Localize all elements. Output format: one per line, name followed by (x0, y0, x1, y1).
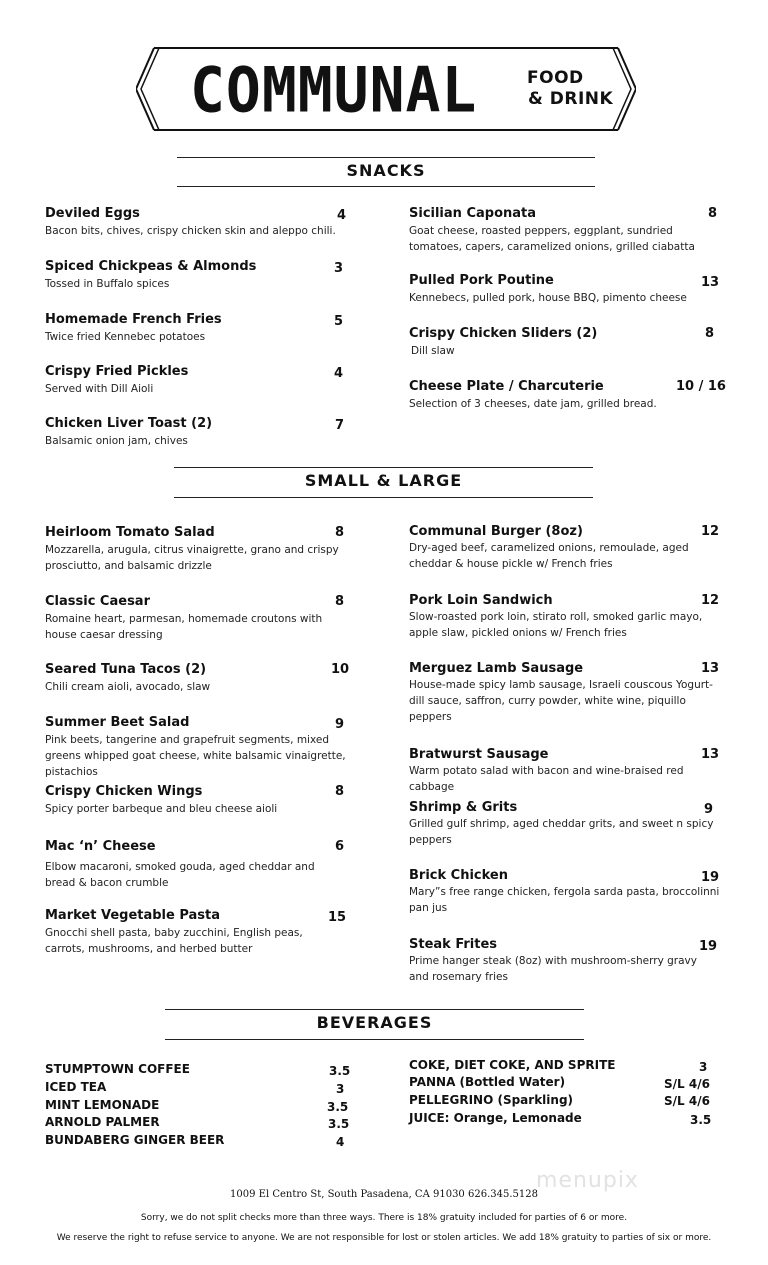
section-divider (174, 467, 593, 468)
item-price: 9 (335, 717, 345, 732)
item-name: Mac ‘n’ Cheese (45, 839, 156, 854)
item-name: Sicilian Caponata (409, 206, 537, 221)
item-price: 8 (705, 326, 715, 341)
item-price: 13 (701, 747, 720, 762)
item-name: Homemade French Fries (45, 312, 222, 327)
item-description: Goat cheese, roasted peppers, eggplant, sundried tomatoes, capers, caramelized onions, grilled ciabatta (409, 225, 695, 253)
item-description: Dry-aged beef, caramelized onions, remoulade, aged cheddar & house pickle w/ French fries (409, 542, 689, 570)
item-price: 10 / 16 (676, 379, 726, 394)
beverage-name: PANNA (Bottled Water) (409, 1075, 566, 1089)
item-price: 8 (708, 206, 718, 221)
item-description: Kennebecs, pulled pork, house BBQ, pimento cheese (409, 292, 687, 304)
item-description: Grilled gulf shrimp, aged cheddar grits, and sweet n spicy peppers (409, 818, 714, 846)
item-name: Crispy Fried Pickles (45, 364, 189, 379)
footer-note-checks: Sorry, we do not split checks more than three ways. There is 18% gratuity included for parties of 6 or more. (140, 1213, 628, 1223)
item-price: 10 (331, 662, 350, 677)
beverage-name: ICED TEA (45, 1080, 107, 1094)
item-description: Prime hanger steak (8oz) with mushroom-sherry gravy and rosemary fries (409, 955, 697, 983)
item-name: Crispy Chicken Wings (45, 784, 203, 799)
item-price: 8 (335, 784, 345, 799)
section-divider (177, 186, 595, 187)
beverage-price: 3.5 (328, 1117, 350, 1131)
item-description: Mary”s free range chicken, fergola sarda pasta, broccolinni pan jus (409, 886, 720, 914)
item-description: Tossed in Buffalo spices (45, 278, 170, 290)
item-name: Shrimp & Grits (409, 800, 518, 815)
beverage-name: MINT LEMONADE (45, 1098, 160, 1112)
item-description: Chili cream aioli, avocado, slaw (45, 681, 211, 693)
item-name: Deviled Eggs (45, 206, 140, 221)
item-price: 3 (334, 261, 344, 276)
beverage-name: ARNOLD PALMER (45, 1115, 160, 1129)
item-description: Mozzarella, arugula, citrus vinaigrette, grano and crispy prosciutto, and balsamic drizzle (45, 544, 339, 572)
item-name: Merguez Lamb Sausage (409, 661, 584, 676)
item-name: Classic Caesar (45, 594, 150, 609)
item-description: Balsamic onion jam, chives (45, 435, 188, 447)
beverage-name: STUMPTOWN COFFEE (45, 1062, 190, 1076)
item-name: Pork Loin Sandwich (409, 593, 553, 608)
item-price: 7 (335, 418, 345, 433)
beverage-price: S/L 4/6 (664, 1094, 710, 1108)
beverage-price: 4 (336, 1135, 345, 1149)
footer-note-policy: We reserve the right to refuse service to anyone. We are not responsible for lost or stolen articles. We add 18% gratuity to parties of six or more. (56, 1233, 712, 1243)
restaurant-name: COMMUNAL (190, 53, 478, 127)
item-price: 12 (701, 524, 720, 539)
item-description: Bacon bits, chives, crispy chicken skin and aleppo chili. (45, 225, 336, 237)
item-price: 4 (334, 366, 344, 381)
beverage-price: 3 (336, 1082, 345, 1096)
logo-sub-drink: & DRINK (528, 89, 614, 109)
section-title-snacks: SNACKS (346, 161, 426, 180)
beverage-price: 3.5 (327, 1100, 349, 1114)
item-price: 13 (701, 275, 720, 290)
item-name: Bratwurst Sausage (409, 747, 549, 762)
item-description: House-made spicy lamb sausage, Israeli couscous Yogurt-dill sauce, saffron, curry powder, white wine, piquillo peppers (409, 679, 713, 723)
section-divider (177, 157, 595, 158)
item-description: Warm potato salad with bacon and wine-braised red cabbage (409, 765, 684, 793)
item-price: 5 (334, 314, 344, 329)
section-title-small-large: SMALL & LARGE (304, 471, 463, 490)
item-name: Spiced Chickpeas & Almonds (45, 259, 257, 274)
item-price: 19 (701, 870, 720, 885)
item-name: Summer Beet Salad (45, 715, 190, 730)
item-name: Cheese Plate / Charcuterie (409, 379, 604, 394)
beverage-name: BUNDABERG GINGER BEER (45, 1133, 225, 1147)
beverage-price: S/L 4/6 (664, 1077, 710, 1091)
item-name: Seared Tuna Tacos (2) (45, 662, 207, 677)
footer-address: 1009 El Centro St, South Pasadena, CA 91030 626.345.5128 (230, 1189, 538, 1200)
beverage-name: COKE, DIET COKE, AND SPRITE (409, 1058, 616, 1072)
item-price: 19 (699, 939, 718, 954)
item-name: Pulled Pork Poutine (409, 273, 554, 288)
item-price: 8 (335, 525, 345, 540)
item-name: Crispy Chicken Sliders (2) (409, 326, 598, 341)
item-description: Romaine heart, parmesan, homemade croutons with house caesar dressing (45, 613, 323, 641)
item-description: Twice fried Kennebec potatoes (45, 331, 206, 343)
section-divider (165, 1039, 584, 1040)
logo-sub-food: FOOD (527, 68, 584, 88)
item-price: 15 (328, 910, 347, 925)
beverage-price: 3.5 (329, 1064, 351, 1078)
section-divider (165, 1009, 584, 1010)
item-price: 13 (701, 661, 720, 676)
watermark: menupix (536, 1168, 639, 1193)
section-title-beverages: BEVERAGES (316, 1013, 433, 1032)
item-description: Selection of 3 cheeses, date jam, grilled bread. (409, 398, 657, 410)
item-description: Gnocchi shell pasta, baby zucchini, English peas, carrots, mushrooms, and herbed butter (45, 927, 303, 955)
item-description: Dill slaw (411, 345, 455, 357)
item-price: 4 (337, 208, 347, 223)
item-price: 9 (704, 802, 714, 817)
item-name: Communal Burger (8oz) (409, 524, 583, 539)
section-divider (174, 497, 593, 498)
item-price: 8 (335, 594, 345, 609)
beverage-price: 3 (699, 1060, 708, 1074)
beverage-name: PELLEGRINO (Sparkling) (409, 1093, 574, 1107)
item-name: Chicken Liver Toast (2) (45, 416, 213, 431)
item-name: Brick Chicken (409, 868, 508, 883)
item-description: Spicy porter barbeque and bleu cheese aioli (45, 803, 278, 815)
item-price: 6 (335, 839, 345, 854)
item-name: Heirloom Tomato Salad (45, 525, 215, 540)
item-name: Market Vegetable Pasta (45, 908, 221, 923)
item-description: Pink beets, tangerine and grapefruit segments, mixed greens whipped goat cheese, white balsamic vinaigrette, pistachios (45, 734, 346, 778)
item-price: 12 (701, 593, 720, 608)
item-description: Served with Dill Aioli (45, 383, 154, 395)
item-name: Steak Frites (409, 937, 498, 952)
item-description: Elbow macaroni, smoked gouda, aged cheddar and bread & bacon crumble (45, 861, 315, 889)
beverage-price: 3.5 (690, 1113, 712, 1127)
item-description: Slow-roasted pork loin, stirato roll, smoked garlic mayo, apple slaw, pickled onions w/ French fries (409, 611, 703, 639)
beverage-name: JUICE: Orange, Lemonade (409, 1111, 582, 1125)
